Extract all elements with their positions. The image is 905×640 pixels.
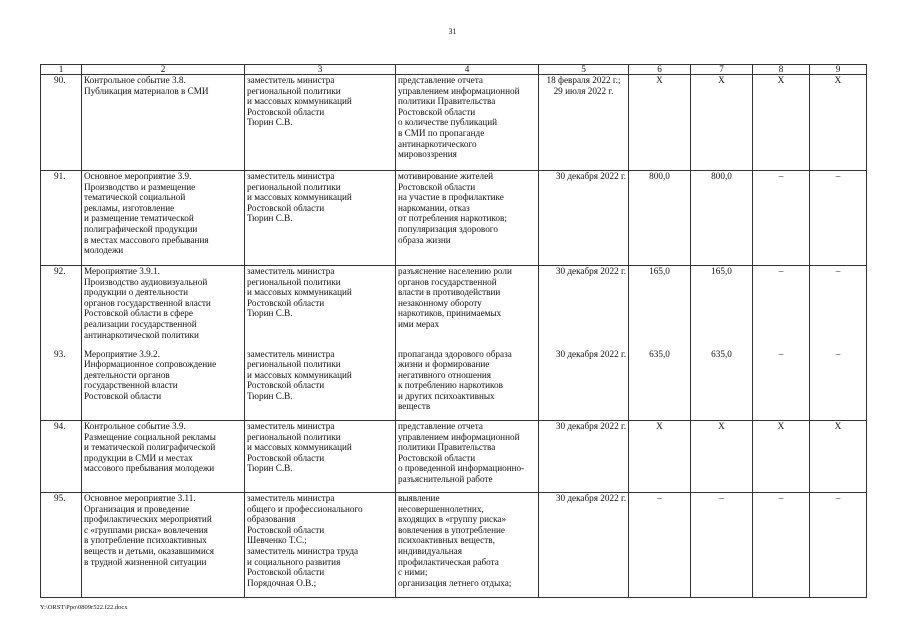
value-col9: –: [810, 349, 867, 421]
value-col8: –: [753, 493, 810, 598]
responsible-person: заместитель министра общего и профессионального образования Ростовской области Шевченко Т.С.; заместитель министра труда и социального развития Ростовской области Порядочная О.В.;: [245, 493, 396, 598]
event-name: Основное мероприятие 3.11. Организация и проведение профилактических мероприятий с «группами риска» вовлечения в употребление психоактивных веществ и детьми, оказавшимися в трудной жизненной ситуации: [82, 493, 245, 598]
value-col7: 635,0: [691, 349, 753, 421]
deadline-date: 30 декабря 2022 г.: [539, 171, 629, 266]
responsible-person: заместитель министра региональной политики и массовых коммуникаций Ростовской области Тюрин С.В.: [245, 421, 396, 493]
deadline-date: 30 декабря 2022 г.: [539, 266, 629, 349]
column-number: 4: [396, 65, 539, 75]
value-col7: X: [691, 75, 753, 171]
column-number: 7: [691, 65, 753, 75]
plan-table: [40, 64, 867, 598]
table-row: [41, 349, 867, 421]
column-number: 2: [82, 65, 245, 75]
row-number: 90.: [41, 75, 82, 171]
value-col6: –: [629, 493, 691, 598]
row-number: 91.: [41, 171, 82, 266]
value-col7: –: [691, 493, 753, 598]
event-name: Мероприятие 3.9.1. Производство аудиовизуальной продукции о деятельности органов государственной власти Ростовской области в сфере реализации государственной антинаркотической политики: [82, 266, 245, 349]
value-col8: X: [753, 75, 810, 171]
value-col8: –: [753, 171, 810, 266]
value-col7: X: [691, 421, 753, 493]
deadline-date: 18 февраля 2022 г.; 29 июля 2022 г.: [539, 75, 629, 171]
expected-result: пропаганда здорового образа жизни и формирование негативного отношения к потреблению наркотиков и других психоактивных веществ: [396, 349, 539, 421]
value-col9: –: [810, 266, 867, 349]
expected-result: мотивирование жителей Ростовской области на участие в профилактике наркомании, отказ от потребления наркотиков; популяризация здорового образа жизни: [396, 171, 539, 266]
row-number: 92.: [41, 266, 82, 349]
column-number-row: [41, 65, 867, 75]
value-col6: 800,0: [629, 171, 691, 266]
value-col9: –: [810, 171, 867, 266]
deadline-date: 30 декабря 2022 г.: [539, 349, 629, 421]
expected-result: выявление несовершеннолетних, входящих в «группу риска» вовлечения в употребление психоактивных веществ, индивидуальная профилактическая работа с ними; организация летнего отдыха;: [396, 493, 539, 598]
responsible-person: заместитель министра региональной политики и массовых коммуникаций Ростовской области Тюрин С.В.: [245, 171, 396, 266]
value-col8: –: [753, 349, 810, 421]
value-col6: X: [629, 75, 691, 171]
column-number: 9: [810, 65, 867, 75]
row-number: 95.: [41, 493, 82, 598]
row-number: 94.: [41, 421, 82, 493]
value-col6: 635,0: [629, 349, 691, 421]
deadline-date: 30 декабря 2022 г.: [539, 421, 629, 493]
column-number: 1: [41, 65, 82, 75]
table-row: [41, 421, 867, 493]
deadline-date: 30 декабря 2022 г.: [539, 493, 629, 598]
value-col6: X: [629, 421, 691, 493]
column-number: 6: [629, 65, 691, 75]
row-number: 93.: [41, 349, 82, 421]
expected-result: разъяснение населению роли органов государственной власти в противодействии незаконному обороту наркотиков, принимаемых ими мерах: [396, 266, 539, 349]
table-row: [41, 75, 867, 171]
responsible-person: заместитель министра региональной политики и массовых коммуникаций Ростовской области Тюрин С.В.: [245, 349, 396, 421]
value-col9: X: [810, 421, 867, 493]
event-name: Основное мероприятие 3.9. Производство и размещение тематической социальной рекламы, изготовление и размещение тематической полиграфической продукции в местах массового пребывания молодежи: [82, 171, 245, 266]
value-col7: 165,0: [691, 266, 753, 349]
value-col6: 165,0: [629, 266, 691, 349]
table-row: [41, 266, 867, 349]
column-number: 5: [539, 65, 629, 75]
value-col9: –: [810, 493, 867, 598]
expected-result: представление отчета управлением информационной политики Правительства Ростовской области о проведенной информационно- разъяснительной работе: [396, 421, 539, 493]
table-row: [41, 493, 867, 598]
expected-result: представление отчета управлением информационной политики Правительства Ростовской области о количестве публикаций в СМИ по пропаганде антинаркотического мировоззрения: [396, 75, 539, 171]
value-col8: X: [753, 421, 810, 493]
value-col7: 800,0: [691, 171, 753, 266]
event-name: Мероприятие 3.9.2. Информационное сопровождение деятельности органов государственной власти Ростовской области: [82, 349, 245, 421]
value-col8: –: [753, 266, 810, 349]
page-number: 31: [448, 27, 457, 36]
value-col9: X: [810, 75, 867, 171]
table-row: [41, 171, 867, 266]
column-number: 3: [245, 65, 396, 75]
event-name: Контрольное событие 3.8. Публикация материалов в СМИ: [82, 75, 245, 171]
file-path-footer: Y:\ORST\Ppo\0809r522.f22.docx: [40, 604, 128, 611]
responsible-person: заместитель министра региональной политики и массовых коммуникаций Ростовской области Тюрин С.В.: [245, 75, 396, 171]
column-number: 8: [753, 65, 810, 75]
event-name: Контрольное событие 3.9. Размещение социальной рекламы и тематической полиграфической продукции в СМИ и местах массового пребывания молодежи: [82, 421, 245, 493]
responsible-person: заместитель министра региональной политики и массовых коммуникаций Ростовской области Тюрин С.В.: [245, 266, 396, 349]
